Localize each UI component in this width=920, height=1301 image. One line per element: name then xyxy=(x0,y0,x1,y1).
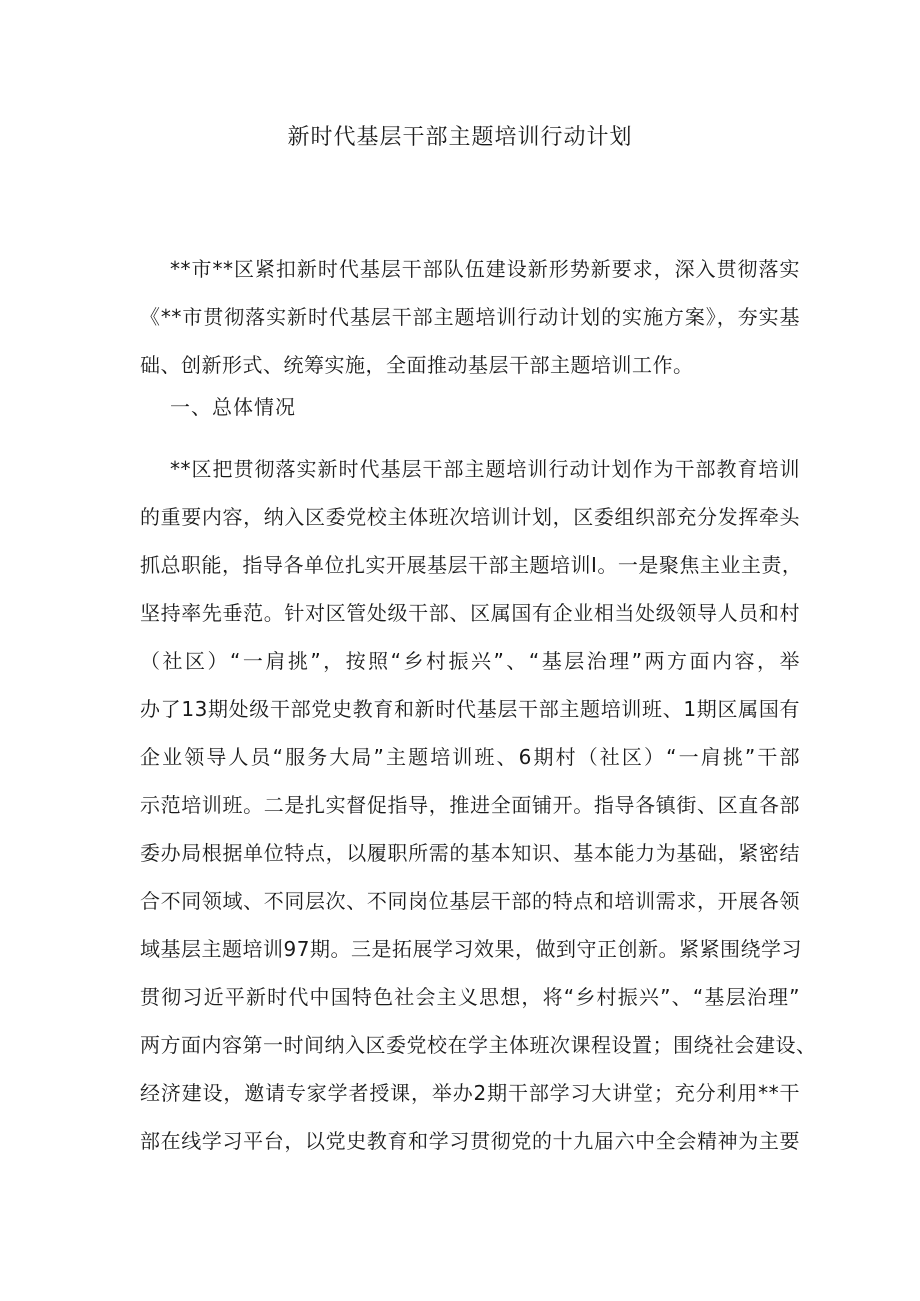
body-line: 合不同领域、不同层次、不同岗位基层干部的特点和培训需求，开展各领 xyxy=(140,889,800,913)
body-line: 贯彻习近平新时代中国特色社会主义思想，将“乡村振兴”、“基层治理” xyxy=(140,985,800,1009)
body-line: 委办局根据单位特点，以履职所需的基本知识、基本能力为基础，紧密结 xyxy=(140,841,800,865)
body-paragraph xyxy=(140,445,817,1165)
body-line: 的重要内容，纳入区委党校主体班次培训计划，区委组织部充分发挥牵头 xyxy=(140,505,800,529)
body-line: 两方面内容第一时间纳入区委党校在学主体班次课程设置；围绕社会建设、 xyxy=(140,1033,817,1057)
body-line: 企业领导人员“服务大局”主题培训班、6期村（社区）“一肩挑”干部 xyxy=(140,745,800,769)
body-line: **区把贯彻落实新时代基层干部主题培训行动计划作为干部教育培训 xyxy=(170,457,800,481)
body-line: 部在线学习平台，以党史教育和学习贯彻党的十九届六中全会精神为主要 xyxy=(140,1129,800,1153)
section-heading: 一、总体情况 xyxy=(170,395,296,419)
body-line: （社区）“一肩挑”，按照“乡村振兴”、“基层治理”两方面内容，举 xyxy=(140,649,800,673)
body-line: 示范培训班。二是扎实督促指导，推进全面铺开。指导各镇街、区直各部 xyxy=(140,793,800,817)
body-line: 域基层主题培训97期。三是拓展学习效果，做到守正创新。紧紧围绕学习 xyxy=(140,937,802,961)
body-line: 坚持率先垂范。针对区管处级干部、区属国有企业相当处级领导人员和村 xyxy=(140,601,800,625)
body-line: 经济建设，邀请专家学者授课，举办2期干部学习大讲堂；充分利用**干 xyxy=(140,1081,800,1105)
intro-line: 础、创新形式、统筹实施，全面推动基层干部主题培训工作。 xyxy=(140,353,694,377)
intro-line: 《**市贯彻落实新时代基层干部主题培训行动计划的实施方案》，夯实基 xyxy=(140,305,800,329)
intro-paragraph xyxy=(140,245,800,389)
document-title: 新时代基层干部主题培训行动计划 xyxy=(287,125,633,150)
body-line: 办了13期处级干部党史教育和新时代基层干部主题培训班、1期区属国有 xyxy=(140,697,800,721)
intro-line: **市**区紧扣新时代基层干部队伍建设新形势新要求，深入贯彻落实 xyxy=(170,257,800,281)
body-line: 抓总职能，指导各单位扎实开展基层干部主题培训I。一是聚焦主业主责， xyxy=(140,553,803,577)
